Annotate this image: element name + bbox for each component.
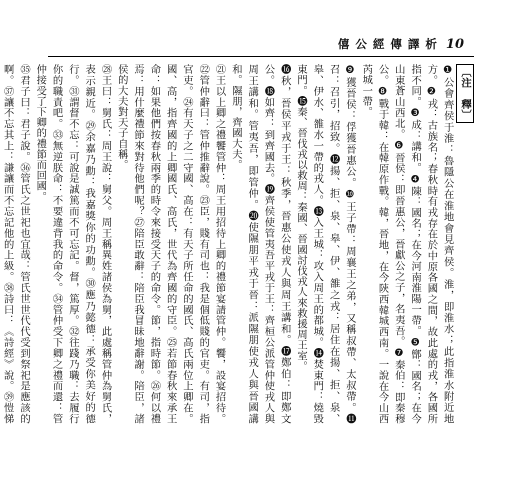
annotation-paragraph: ㉘王曰：舅氏：周王說：舅父。周王稱異姓諸侯為舅，此處稱管仲為舅氏，表示親近。㉙余嘉乃勳：我嘉獎你的功勳。㉚應乃懿德：承受你美好的德行。㉛謂督不忘：可說是誠篤而不可忘記。督，篤厚。㉜往踐乃職：去履行你的職責吧。㉝無逆朕命：不要違背我的命令。㉞管仲受下卿之禮而還：管仲接受了下卿的禮節而回國。	[34, 64, 112, 424]
annotation-paragraph: ❾獲晉侯：俘獲晉惠公。❿王子帶：周襄王之弟，又稱叔帶、太叔帶。⓫召：召引，招致。⓬揚、拒、泉、皋、伊、雒之戎：居住在揚、拒、泉、皋、伊水、雒水一帶的戎人。⓭入王城：攻入周王的都城。⓮焚東門：燒毀東門。⓯秦、晉伐戎以救周：秦國、晉國討伐戎人來救援周王室。	[295, 64, 356, 424]
page-number: 10	[445, 37, 464, 52]
section-heading: 〔注 釋〕	[456, 64, 474, 123]
annotation-paragraph: ❶公會齊侯于淮：魯隱公在淮地會見齊侯。淮，即淮水；此指淮水附近地方。❷戎：古族名；春秋時有戎存在於中原各國之間，故此處的戎，各國所指不同。❸成：講和。❹陳：國名；在今河南淮陽一帶。❺鄫：國名；在今山東蒼山西北。❻晉侯：即晉惠公，晉獻公之子，名夷吾。❼秦伯：即秦穆公。❽戰于韓：在韓原作戰。韓，晉地，在今陝西韓城西南。一說在今山西芮城一帶。	[360, 64, 454, 424]
vertical-text-column	[1, 64, 474, 424]
annotation-paragraph: ⓰秋，晉侯平戎于王：秋季，晉惠公使戎人與周王講和。⓱鄭伯：即鄭文公。⓲如齊：到齊國去。⓳齊侯使管夷吾平戎于王：齊桓公派管仲使戎人與周王講和。管夷吾，即管仲。⓴使隰朋平戎于晉：派隰朋使戎人與晉國講和。隰朋，齊國大夫。	[229, 64, 291, 424]
book-title: 僖 公 經 傳 譯 析	[337, 37, 438, 51]
annotation-paragraph: ㉟君子曰：君子說。㊱管氏之世祀也宜哉：管氏世世代代受到祭祀是應該的啊。㊲讓不忘其上：謙讓而不忘記他的上級。㊳詩曰：《詩經》說。㊴愷悌	[1, 64, 30, 424]
annotation-paragraph: ㉑王以上卿之禮饗管仲：周王用招待上卿的禮節宴請管仲。饗，設宴招待。㉒管仲辭曰：管仲推辭說。㉓臣，賤有司也：我是個低賤的官吏。有司，指官吏。㉔有天子之二守國、高在：有天子所任命的國氏、高氏兩位上卿在。國、高，指齊國的上卿國氏、高氏，世代為齊國的守臣。㉕若節春秋來承王命：如果他們按春秋兩季的時令來接受天子的命令。節，指時節。㉖何以禮焉：用什麼禮節來對待他們呢？㉗陪臣敢辭：陪臣我冒昧地辭謝。陪臣，諸侯的大夫對天子自稱。	[115, 64, 226, 424]
header-rule	[48, 56, 474, 57]
body-text	[1, 64, 474, 424]
running-header	[338, 36, 464, 52]
